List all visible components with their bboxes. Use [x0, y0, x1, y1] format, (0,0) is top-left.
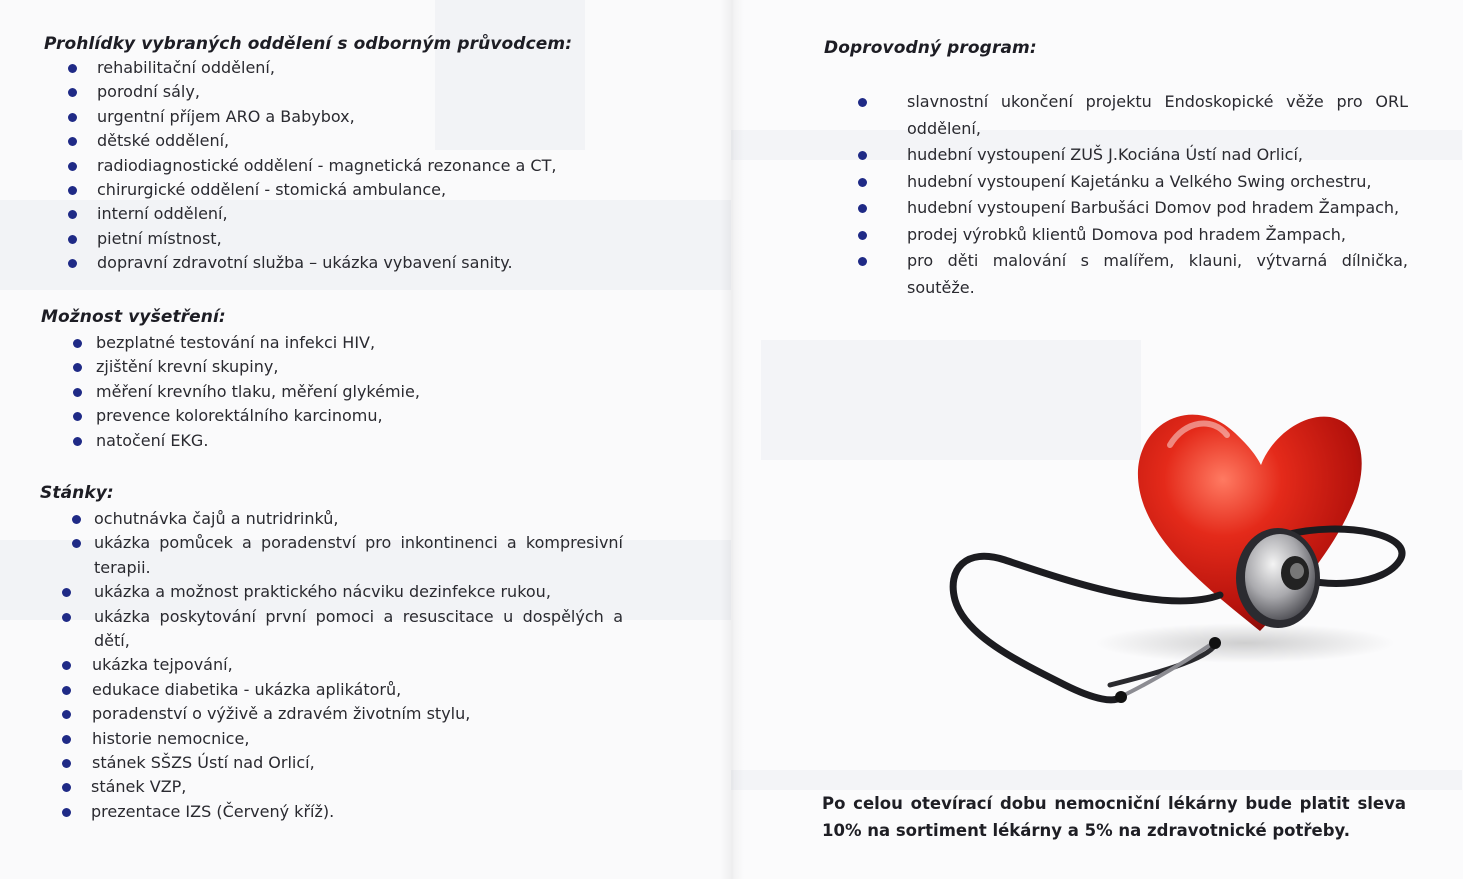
- pharmacy-discount-note: Po celou otevírací dobu nemocniční lékárny bude platit sleva 10% na sortiment lékárny a 5% na zdravotnické potřeby.: [822, 794, 1406, 840]
- list-item: edukace diabetika - ukázka aplikátorů,: [60, 678, 623, 702]
- ear-tip: [1209, 637, 1221, 649]
- list-item: hudební vystoupení ZUŠ J.Kociána Ústí nad Orlicí,: [858, 142, 1408, 169]
- list-item: slavnostní ukončení projektu Endoskopické věže pro ORL oddělení,: [858, 89, 1408, 142]
- section-title-exams: Možnost vyšetření:: [41, 307, 226, 327]
- exams-list: [71, 331, 631, 453]
- ear-tip: [1115, 691, 1127, 703]
- bullet-icon: [68, 88, 77, 97]
- bullet-icon: [68, 137, 77, 146]
- bullet-icon: [72, 515, 81, 524]
- bullet-icon: [73, 412, 82, 421]
- bullet-icon: [68, 235, 77, 244]
- bullet-icon: [62, 735, 71, 744]
- list-item: stánek SŠZS Ústí nad Orlicí,: [60, 751, 623, 775]
- bullet-icon: [858, 257, 867, 266]
- bullet-icon: [62, 808, 71, 817]
- bullet-icon: [858, 178, 867, 187]
- list-item: dopravní zdravotní služba – ukázka vybavení sanity.: [66, 251, 626, 275]
- list-item: porodní sály,: [66, 80, 626, 104]
- list-item: pro děti malování s malířem, klauni, výtvarná dílnička, soutěže.: [858, 248, 1408, 301]
- list-item: měření krevního tlaku, měření glykémie,: [71, 380, 631, 404]
- list-item: natočení EKG.: [71, 429, 631, 453]
- bullet-icon: [62, 588, 71, 597]
- bullet-icon: [68, 113, 77, 122]
- list-item: chirurgické oddělení - stomická ambulance,: [66, 178, 626, 202]
- heart-with-stethoscope-icon: [945, 385, 1415, 725]
- shadow-shape: [1095, 623, 1395, 663]
- list-item: bezplatné testování na infekci HIV,: [71, 331, 631, 355]
- bullet-icon: [62, 783, 71, 792]
- list-item: historie nemocnice,: [60, 727, 623, 751]
- bullet-icon: [62, 710, 71, 719]
- bullet-icon: [858, 151, 867, 160]
- list-item: prodej výrobků klientů Domova pod hradem Žampach,: [858, 222, 1408, 249]
- list-item: prezentace IZS (Červený kříž).: [60, 800, 623, 824]
- list-item: ukázka poskytování první pomoci a resuscitace u dospělých a dětí,: [60, 605, 623, 654]
- list-item: dětské oddělení,: [66, 129, 626, 153]
- list-item: ukázka a možnost praktického nácviku dezinfekce rukou,: [60, 580, 623, 604]
- bullet-icon: [73, 437, 82, 446]
- bullet-icon: [68, 210, 77, 219]
- bullet-icon: [62, 613, 71, 622]
- list-item: ochutnávka čajů a nutridrinků,: [60, 507, 623, 531]
- bullet-icon: [68, 259, 77, 268]
- section-title-stands: Stánky:: [40, 483, 114, 503]
- list-item: hudební vystoupení Barbušáci Domov pod hradem Žampach,: [858, 195, 1408, 222]
- bullet-icon: [72, 539, 81, 548]
- list-item: pietní místnost,: [66, 227, 626, 251]
- list-item: ukázka tejpování,: [60, 653, 623, 677]
- bullet-icon: [68, 186, 77, 195]
- bullet-icon: [73, 388, 82, 397]
- program-list: [858, 89, 1408, 301]
- list-item: zjištění krevní skupiny,: [71, 355, 631, 379]
- bullet-icon: [62, 759, 71, 768]
- list-item: prevence kolorektálního karcinomu,: [71, 404, 631, 428]
- list-item: ukázka pomůcek a poradenství pro inkontinenci a kompresivní terapii.: [60, 531, 623, 580]
- bullet-icon: [68, 162, 77, 171]
- page-fold: [720, 0, 744, 879]
- chestpiece-stem-highlight: [1290, 563, 1304, 579]
- bullet-icon: [858, 98, 867, 107]
- bullet-icon: [858, 204, 867, 213]
- list-item: rehabilitační oddělení,: [66, 56, 626, 80]
- section-title-program: Doprovodný program:: [824, 38, 1037, 58]
- section-title-tours: Prohlídky vybraných oddělení s odborným průvodcem:: [44, 34, 573, 54]
- tours-list: [66, 56, 626, 276]
- bullet-icon: [62, 686, 71, 695]
- bullet-icon: [73, 339, 82, 348]
- list-item: stánek VZP,: [60, 775, 623, 799]
- bullet-icon: [62, 661, 71, 670]
- list-item: urgentní příjem ARO a Babybox,: [66, 105, 626, 129]
- list-item: radiodiagnostické oddělení - magnetická rezonance a CT,: [66, 154, 626, 178]
- show-through-band-2: [731, 770, 1462, 790]
- list-item: hudební vystoupení Kajetánku a Velkého Swing orchestru,: [858, 169, 1408, 196]
- left-page: [0, 0, 731, 879]
- bullet-icon: [73, 363, 82, 372]
- stands-list: [60, 507, 623, 824]
- bullet-icon: [858, 231, 867, 240]
- list-item: poradenství o výživě a zdravém životním stylu,: [60, 702, 623, 726]
- list-item: interní oddělení,: [66, 202, 626, 226]
- bullet-icon: [68, 64, 77, 73]
